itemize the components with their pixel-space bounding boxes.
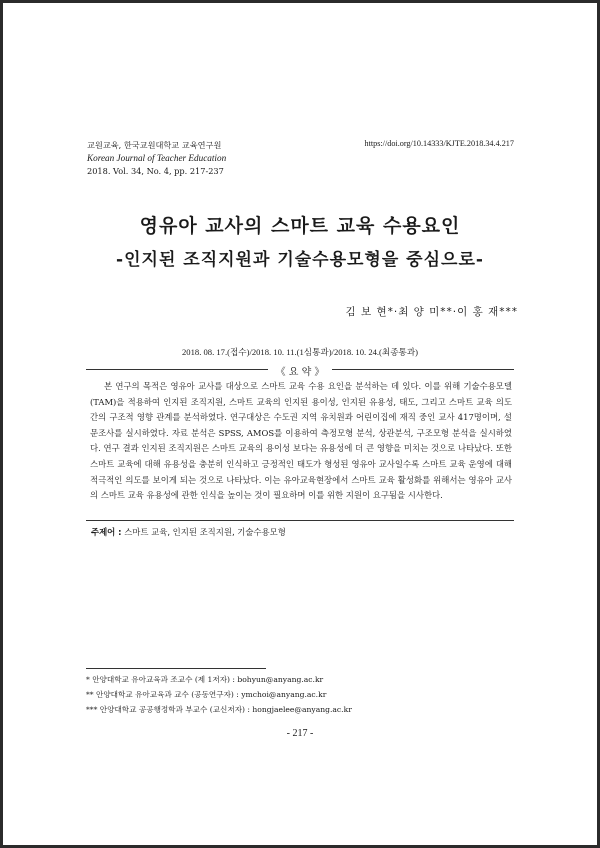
author-list: 김 보 현*·최 양 미**·이 홍 재*** xyxy=(345,306,518,318)
volume-line: 2018. Vol. 34, No. 4, pp. 217-237 xyxy=(87,166,224,176)
footnote-co-author: ** 안양대학교 유아교육과 교수 (공동연구자) : ymchoi@anyang.ac.kr xyxy=(86,690,327,699)
paper-subtitle: -인지된 조직지원과 기술수용모형을 중심으로- xyxy=(116,250,484,270)
abstract-heading xyxy=(0,360,600,379)
doi-link[interactable]: https://doi.org/10.14333/KJTE.2018.34.4.217 xyxy=(364,139,514,148)
page-number: - 217 - xyxy=(286,728,314,739)
journal-header xyxy=(87,139,226,178)
keywords xyxy=(91,526,286,538)
footnote-corresponding-author: *** 안양대학교 공공행정학과 부교수 (교신저자) : hongjaelee@anyang.ac.kr xyxy=(86,705,352,714)
abstract-bottom-rule xyxy=(86,520,514,521)
abstract-body: 본 연구의 목적은 영유아 교사를 대상으로 스마트 교육 수용 요인을 분석하는 데 있다. 이를 위해 기술수용모델(TAM)을 적용하여 인지된 조직지원, 스마트 교육의 인지된 용이성, 인지된 유용성, 태도, 그리고 스마트 교육 의도 간의 구조적 영향 관계를 분석하였다. 연구대상은 수도권 지역 유치원과 어린이집에 재직 중인 교사 417명이며, 설문조사를 실시하였다. 자료 분석은 SPSS, AMOS를 이용하여 측정모형 분석, 상관분석, 구조모형 분석을 실시하였다. 연구 결과 인지된 조직지원은 스마트 교육의 용이성 보다는 유용성에 더 큰 영향을 미치는 것으로 나타났다. 또한 스마트 교육에 대해 유용성을 충분히 인식하고 긍정적인 태도가 형성된 영유아 교사일수록 스마트 교육 운영에 대해 적극적인 의도를 보이게 되는 것으로 나타났다. 이는 유아교육현장에서 스마트 교육 활성화를 위해서는 영유아 교사의 스마트 교육 유용성에 관한 인식을 높이는 것이 필요하며 이를 위한 지원이 요구됨을 시사한다. xyxy=(90,381,512,501)
footnote-first-author: * 안양대학교 유아교육과 조교수 (제 1저자) : bohyun@anyang.ac.kr xyxy=(86,675,324,684)
footnotes xyxy=(86,672,352,717)
keywords-label: 주제어 : xyxy=(91,527,122,537)
journal-name-en: Korean Journal of Teacher Education xyxy=(87,153,227,163)
publisher-line: 교원교육, 한국교원대학교 교육연구원 xyxy=(87,140,222,150)
abstract-heading-label: 《 요 약 》 xyxy=(268,367,333,378)
footnote-rule xyxy=(86,668,266,669)
keywords-text: 스마트 교육, 인지된 조직지원, 기술수용모형 xyxy=(124,527,286,537)
page-border-top xyxy=(0,0,600,3)
paper-title: 영유아 교사의 스마트 교육 수용요인 xyxy=(139,215,461,237)
page-border-left xyxy=(0,0,3,848)
review-dates: 2018. 08. 17.(접수)/2018. 10. 11.(1심통과)/2018. 10. 24.(최종통과) xyxy=(182,347,418,357)
